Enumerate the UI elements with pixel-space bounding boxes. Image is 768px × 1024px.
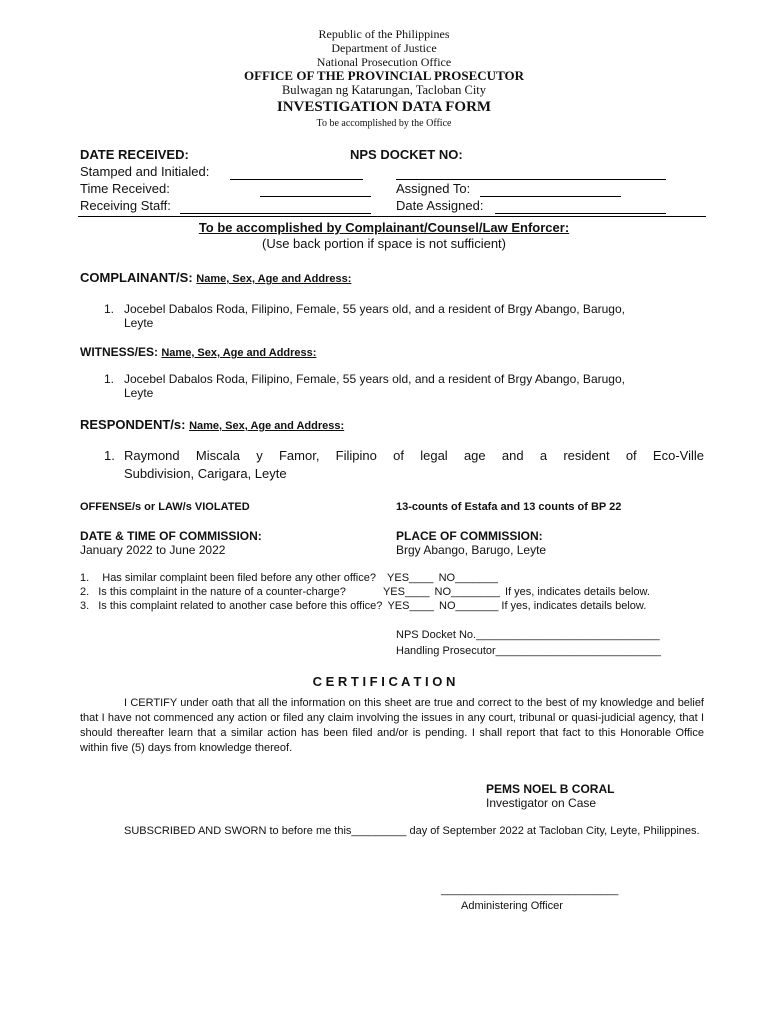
date-assigned-blank[interactable]	[495, 213, 666, 214]
question-yes[interactable]: YES____	[387, 600, 434, 612]
subscribed-text: SUBSCRIBED AND SWORN to before me this_________ day of September 2022 at Tacloban City, Leyte, Philippines.	[124, 825, 700, 837]
certification-body: I CERTIFY under oath that all the information on this sheet are true and correct to the best of my knowledge and belief that I have not commenced any action or filed any claim involving the issues in any court, tribunal or quasi-judicial agency, that I should thereafter learn that a similar action has been filed and/or is pending. I shall report that fact to this Honorable Office within five (5) days from knowledge thereof.	[80, 697, 704, 754]
signatory-role: Investigator on Case	[486, 796, 597, 810]
question-no[interactable]: NO________	[434, 586, 500, 598]
assigned-to-label: Assigned To:	[396, 181, 471, 196]
header-republic: Republic of the Philippines	[318, 27, 450, 41]
offense-label: OFFENSE/s or LAW/s VIOLATED	[80, 501, 250, 513]
offense-value: 13-counts of Estafa and 13 counts of BP 22	[396, 501, 622, 513]
question-no[interactable]: NO_______	[438, 572, 498, 584]
header-office: National Prosecution Office	[316, 55, 452, 69]
receiving-staff-blank[interactable]	[180, 213, 371, 214]
time-received-label: Time Received:	[80, 181, 170, 196]
commission-place-value: Brgy Abango, Barugo, Leyte	[396, 543, 547, 557]
stamped-label: Stamped and Initialed:	[80, 164, 210, 179]
question-yes[interactable]: YES____	[387, 572, 434, 584]
complainants-label: COMPLAINANT/S:	[80, 270, 193, 285]
question-no[interactable]: NO_______	[439, 600, 499, 612]
respondents-label: RESPONDENT/s:	[80, 417, 186, 432]
question-row	[80, 586, 650, 598]
question-num: 2.	[80, 586, 90, 598]
question-tail: If yes, indicates details below.	[505, 586, 650, 598]
question-text: Is this complaint related to another case before this office?	[98, 600, 383, 612]
question-tail: If yes, indicates details below.	[501, 600, 647, 612]
receiving-staff-label: Receiving Staff:	[80, 198, 171, 213]
complainants-sub: Name, Sex, Age and Address:	[196, 273, 352, 285]
header-address: Bulwagan ng Katarungan, Tacloban City	[281, 83, 487, 97]
admin-label: Administering Officer	[461, 900, 563, 912]
header-provincial: OFFICE OF THE PROVINCIAL PROSECUTOR	[243, 68, 525, 83]
commission-place-label: PLACE OF COMMISSION:	[396, 529, 543, 543]
witness-item-cont: Leyte	[124, 386, 154, 400]
complainant-item-cont: Leyte	[124, 316, 154, 330]
form-title: INVESTIGATION DATA FORM	[276, 99, 492, 115]
signatory-name: PEMS NOEL B CORAL	[486, 782, 615, 796]
respondents-sub: Name, Sex, Age and Address:	[189, 420, 345, 432]
date-received-label: DATE RECEIVED:	[80, 147, 189, 162]
respondent-item-text: Raymond Miscala y Famor, Filipino of legal age and a resident of Eco-Ville	[124, 448, 704, 463]
witnesses-sub: Name, Sex, Age and Address:	[161, 347, 317, 359]
question-text: Is this complaint in the nature of a counter-charge?	[98, 586, 346, 598]
respondent-item-num: 1.	[104, 448, 115, 463]
question-num: 3.	[80, 600, 90, 612]
question-row	[80, 572, 498, 584]
admin-signature-line[interactable]: _____________________________	[441, 884, 619, 896]
question-text: Has similar complaint been filed before any other office?	[102, 572, 376, 584]
complainant-item-text: Jocebel Dabalos Roda, Filipino, Female, 55 years old, and a resident of Brgy Abango, Barugo,	[124, 302, 625, 316]
complainant-section-note: (Use back portion if space is not sufficient)	[262, 236, 506, 251]
witness-item-text: Jocebel Dabalos Roda, Filipino, Female, 55 years old, and a resident of Brgy Abango, Barugo,	[124, 372, 625, 386]
witness-item-num: 1.	[104, 372, 115, 386]
commission-date-label: DATE & TIME OF COMMISSION:	[80, 529, 262, 543]
witnesses-label: WITNESS/ES:	[80, 345, 159, 359]
commission-date-value: January 2022 to June 2022	[80, 543, 226, 557]
accomplished-by-office: To be accomplished by the Office	[316, 118, 452, 129]
respondents-heading	[80, 417, 344, 432]
complainant-item-num: 1.	[104, 302, 115, 316]
stamped-blank[interactable]	[230, 179, 363, 180]
docket-detail-handling[interactable]: Handling Prosecutor___________________________	[396, 645, 661, 657]
complainant-section-heading: To be accomplished by Complainant/Counsel/Law Enforcer:	[198, 220, 570, 235]
header-department: Department of Justice	[331, 41, 437, 55]
date-assigned-label: Date Assigned:	[396, 198, 484, 213]
question-num: 1.	[80, 572, 90, 584]
time-received-blank[interactable]	[260, 196, 371, 197]
assigned-to-blank[interactable]	[480, 196, 621, 197]
respondent-item-cont: Subdivision, Carigara, Leyte	[124, 466, 287, 481]
docket-blank[interactable]	[396, 179, 666, 180]
nps-docket-label: NPS DOCKET NO:	[350, 147, 463, 162]
witnesses-heading	[80, 345, 316, 359]
certification-title: C E R T I F I C A T I O N	[312, 674, 456, 689]
docket-detail-nps[interactable]: NPS Docket No.______________________________	[396, 629, 660, 641]
question-row	[80, 600, 646, 612]
section-divider	[78, 216, 706, 217]
complainants-heading	[80, 270, 351, 285]
question-yes[interactable]: YES____	[382, 586, 430, 598]
